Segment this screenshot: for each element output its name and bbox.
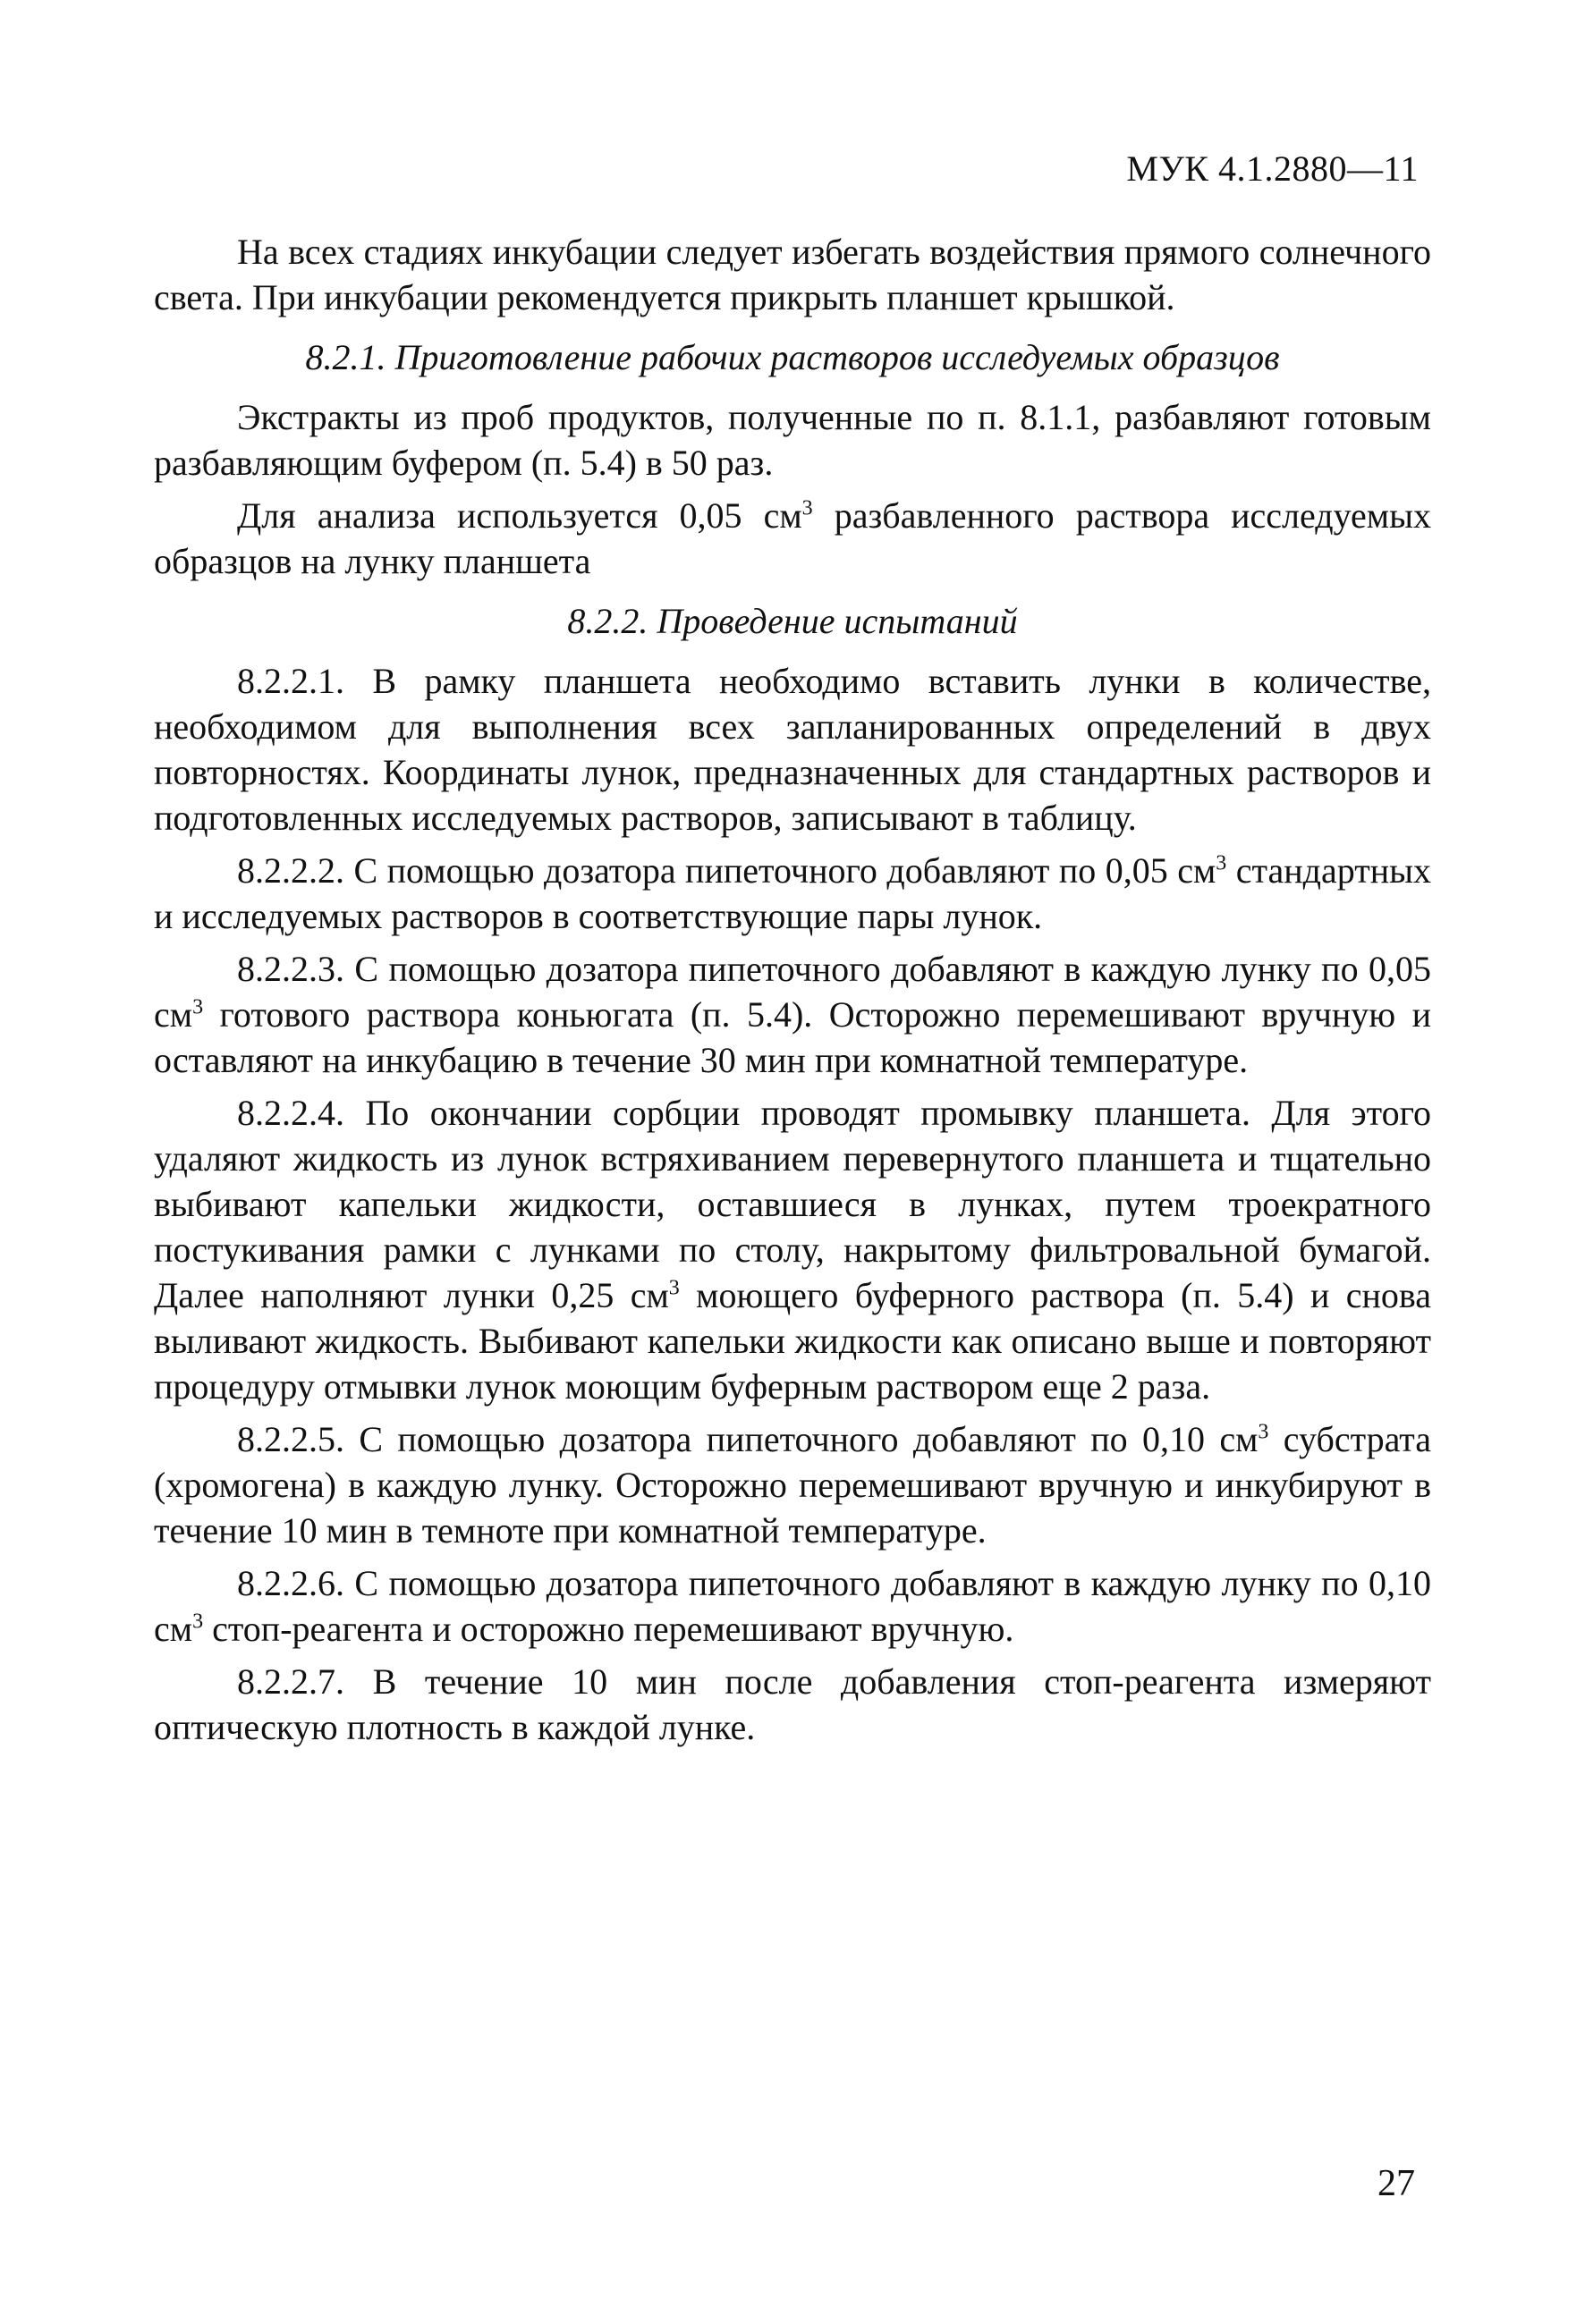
paragraph-8-2-2-3 [154,946,1431,1083]
paragraph-8-2-2-7: 8.2.2.7. В течение 10 мин после добавления стоп-реагента измеряют оптическую плотность в каждой лунке. [154,1661,1431,1747]
text-part: разбавленного раствора исследуемых образцов на лунку планшета [154,495,1431,581]
section-heading-8-2-2: 8.2.2. Проведение испытаний [567,601,1018,641]
superscript-3: 3 [192,1610,204,1634]
paragraph-incubation-note: На всех стадиях инкубации следует избегать воздействия прямого солнечного света. При инкубации рекомендуется прикрыть планшет крышкой. [154,232,1431,317]
superscript-3: 3 [1216,851,1227,875]
superscript-3: 3 [668,1276,680,1300]
text-part: субстрата (хромогена) в каждую лунку. Осторожно перемешивают вручную и инкубируют в течение 10 мин в темноте при комнатной температуре. [154,1419,1432,1551]
paragraph-8-2-2-2 [154,848,1431,939]
text-part: готового раствора коньюгата (п. 5.4). Осторожно перемешивают вручную и оставляют на инкубацию в течение 30 мин при комнатной температуре. [154,994,1431,1080]
document-body [154,229,1431,1757]
paragraph-8-2-2-1: 8.2.2.1. В рамку планшета необходимо вставить лунки в количестве, необходимом для выполнения всех запланированных определений в двух повторностях. Координаты лунок, предназначенных для стандартных растворов и подготовленных исследуемых растворов, записывают в таблицу. [154,661,1431,838]
superscript-3: 3 [801,496,813,520]
paragraph-analysis-volume [154,493,1431,584]
superscript-3: 3 [1258,1420,1269,1444]
text-part: стоп-реагента и осторожно перемешивают вручную. [203,1609,1014,1649]
text-part: Для анализа используется 0,05 см [237,495,802,536]
paragraph-extracts: Экстракты из проб продуктов, полученные по п. 8.1.1, разбавляют готовым разбавляющим буфером (п. 5.4) в 50 раз. [154,397,1431,483]
text-part: моющего буферного раствора (п. 5.4) и снова выливают жидкость. Выбивают капельки жидкости как описано выше и повторяют процедуру отмывки лунок моющим буферным раствором еще 2 раза. [154,1275,1432,1407]
text-part: 8.2.2.2. С помощью дозатора пипеточного добавляют по 0,05 см [237,850,1216,891]
paragraph-8-2-2-4 [154,1090,1431,1409]
text-part: 8.2.2.6. С помощью дозатора пипеточного добавляют в каждую лунку по 0,10 см [154,1563,1431,1649]
text-part: 8.2.2.3. С помощью дозатора пипеточного добавляют в каждую лунку по 0,05 см [154,949,1431,1035]
superscript-3: 3 [192,995,204,1019]
paragraph-8-2-2-5 [154,1416,1431,1553]
text-part: стандартных и исследуемых растворов в соответствующие пары лунок. [154,850,1431,936]
text-part: 8.2.2.5. С помощью дозатора пипеточного добавляют по 0,10 см [237,1419,1259,1459]
paragraph-8-2-2-6 [154,1560,1431,1652]
text-part: 8.2.2.4. По окончании сорбции проводят промывку планшета. Для этого удаляют жидкость из лунок встряхиванием перевернутого планшета и тщательно выбивают капельки жидкости, оставшиеся в лунках, путем троекратного постукивания рамки с лунками по столу, накрытому фильтровальной бумагой. Далее наполняют лунки 0,25 см [154,1093,1431,1315]
page-number: 27 [1377,2163,1415,2204]
document-code-header: МУК 4.1.2880—11 [1126,148,1419,189]
section-heading-8-2-1: 8.2.1. Приготовление рабочих растворов исследуемых образцов [305,337,1280,377]
